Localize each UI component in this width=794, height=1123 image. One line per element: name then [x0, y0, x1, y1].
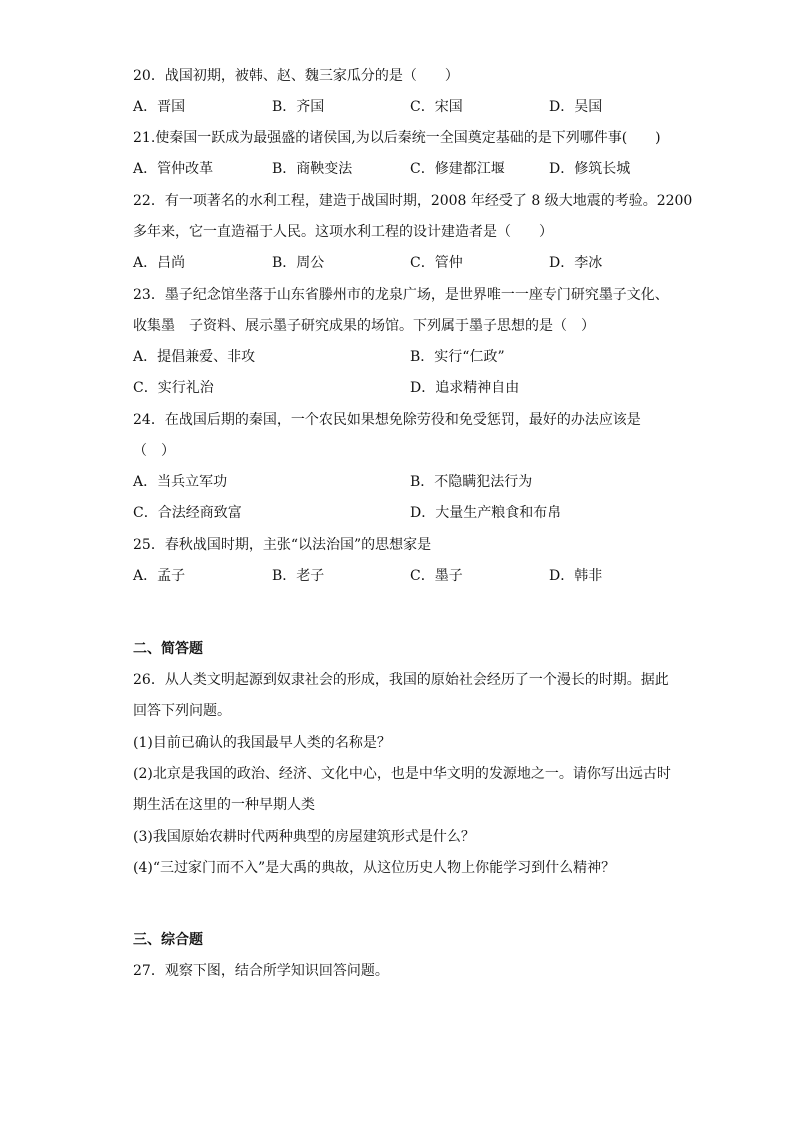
q22-option-b: B．周公 [272, 255, 325, 271]
q23-options-row2 [133, 379, 733, 397]
q21-option-b: B．商鞅变法 [272, 161, 353, 177]
q23-options-row1 [133, 348, 733, 366]
q22-option-a: A．吕尚 [133, 255, 186, 271]
q25-option-b: B．老子 [272, 568, 325, 584]
q21-option-d: D．修筑长城 [549, 161, 631, 177]
q23-option-a: A．提倡兼爱、非攻 [133, 349, 256, 365]
q24-option-a: A．当兵立军功 [133, 474, 228, 490]
q24-options-row2 [133, 504, 733, 522]
q22-stem-line1: 22．有一项著名的水利工程，建造于战国时期，2008 年经受了 8 级大地震的考验。2200 [133, 193, 693, 209]
q24-options-row1 [133, 473, 733, 491]
q24-stem-line1: 24．在战国后期的秦国，一个农民如果想免除劳役和免受惩罚，最好的办法应该是 [133, 412, 641, 428]
q20-options [133, 98, 733, 116]
q26-sub1: (1)目前已确认的我国最早人类的名称是？ [133, 735, 391, 751]
q25-options [133, 567, 733, 585]
section-2-heading: 二、简答题 [133, 641, 203, 657]
q20-option-d: D．吴国 [549, 99, 603, 115]
q24-option-d: D．大量生产粮食和布帛 [410, 505, 562, 521]
q20-option-a: A．晋国 [133, 99, 186, 115]
q26-sub2-line1: (2)北京是我国的政治、经济、文化中心，也是中华文明的发源地之一。请你写出远古时 [133, 766, 671, 782]
q22-options [133, 254, 733, 272]
q26-stem-line1: 26．从人类文明起源到奴隶社会的形成，我国的原始社会经历了一个漫长的时期。据此 [133, 672, 669, 688]
q26-sub3: (3)我国原始农耕时代两种典型的房屋建筑形式是什么？ [133, 829, 475, 845]
q22-stem-line2: 多年来，它一直造福于人民。这项水利工程的设计建造者是（ ） [133, 224, 553, 240]
q23-option-b: B．实行“仁政” [410, 349, 505, 365]
q24-stem-line2: （ ） [133, 443, 175, 459]
q21-option-a: A．管仲改革 [133, 161, 214, 177]
q25-option-a: A．孟子 [133, 568, 186, 584]
q25-option-c: C．墨子 [410, 568, 463, 584]
q26-sub2-line2: 期生活在这里的一种早期人类 [133, 797, 315, 813]
q21-option-c: C．修建都江堰 [410, 161, 505, 177]
q26-sub4: (4)“三过家门而不入”是大禹的典故，从这位历史人物上你能学习到什么精神？ [133, 860, 616, 876]
q22-option-c: C．管仲 [410, 255, 463, 271]
q25-option-d: D．韩非 [549, 568, 603, 584]
q26-stem-line2: 回答下列问题。 [133, 703, 231, 719]
q20-stem: 20．战国初期，被韩、赵、魏三家瓜分的是（ ） [133, 68, 459, 84]
q20-option-c: C．宋国 [410, 99, 463, 115]
q23-stem-line1: 23．墨子纪念馆坐落于山东省滕州市的龙泉广场，是世界唯一一座专门研究墨子文化、 [133, 287, 669, 303]
q24-option-c: C．合法经商致富 [133, 505, 242, 521]
section-3-heading: 三、综合题 [133, 932, 203, 948]
q24-option-b: B．不隐瞒犯法行为 [410, 474, 533, 490]
q23-option-d: D．追求精神自由 [410, 380, 520, 396]
q20-option-b: B．齐国 [272, 99, 325, 115]
q27-stem: 27．观察下图，结合所学知识回答问题。 [133, 963, 389, 979]
q21-options [133, 160, 733, 178]
q22-option-d: D．李冰 [549, 255, 603, 271]
q23-stem-line2: 收集墨 子资料、展示墨子研究成果的场馆。下列属于墨子思想的是（ ） [133, 318, 595, 334]
q23-option-c: C．实行礼治 [133, 380, 214, 396]
q21-stem: 21.使秦国一跃成为最强盛的诸侯国,为以后秦统一全国奠定基础的是下列哪件事( ) [133, 130, 661, 146]
q25-stem: 25．春秋战国时期，主张“以法治国”的思想家是 [133, 537, 432, 553]
